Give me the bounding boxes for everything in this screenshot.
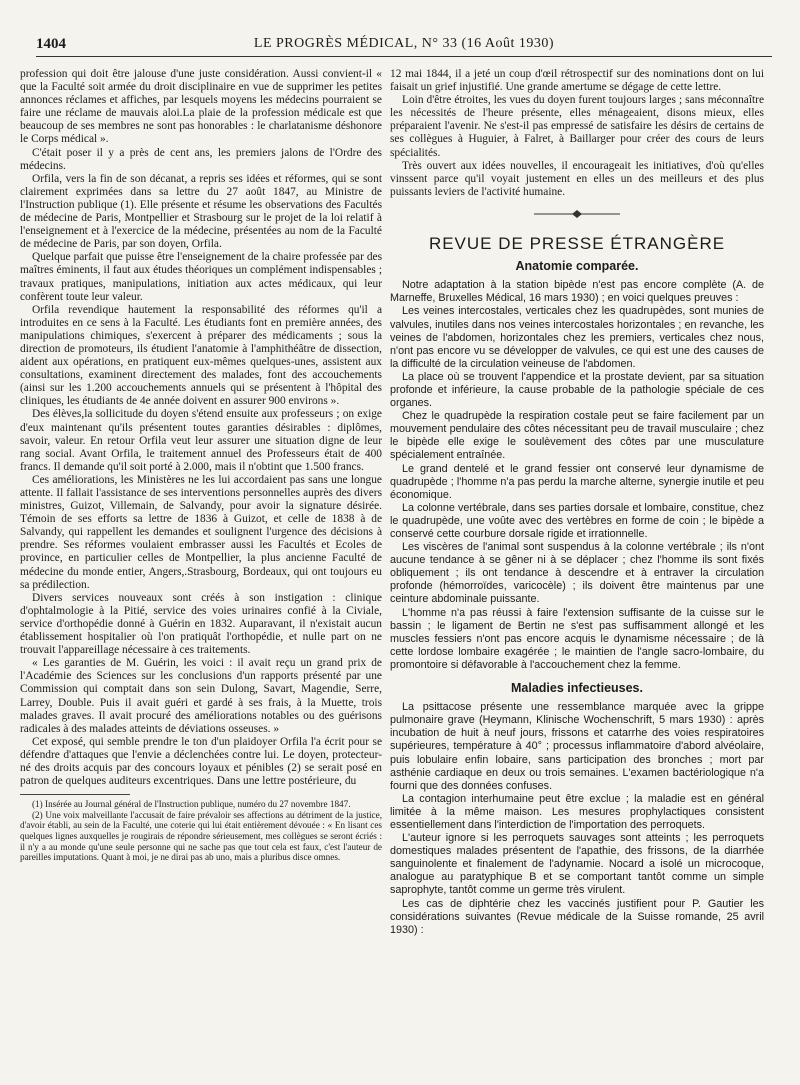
body-paragraph: Les viscères de l'animal sont suspendus à la colonne vertébrale ; ils n'ont aucune tendance à se gêner ni à se déplacer ; chez l'homme ils sont fixés obliquement ; ils ont tendance à descendre et à entraver la circulation profonde (hémorroïdes, varicocèle) ; ils doivent être maintenus par une ceinture abdominale puissante. <box>390 541 764 606</box>
footnote: (2) Une voix malveillante l'accusait de faire prévaloir ses affections au détriment de la justice, d'avoir établi, au sein de la Faculté, une coterie qui lui était entièrement dévouée : « En lisant ces quelques lignes auxquelles je rougirais de répondre sérieusement, mes collègues se seront écriés : il n'y a au monde qu'une seule personne qui ne sache pas que tout cela est faux, c'est l'auteur de pareilles imputations. Quant à moi, je ne dirai pas ab uno, mais a pluribus disce omnes. <box>20 809 382 863</box>
body-paragraph: Notre adaptation à la station bipède n'est pas encore complète (A. de Marneffe, Bruxelles Médical, 16 mars 1930) ; en voici quelques preuves : <box>390 279 764 305</box>
footnote: (1) Insérée au Journal général de l'Instruction publique, numéro du 27 novembre 1847. <box>32 799 351 810</box>
divider-ornament-icon <box>532 209 622 219</box>
right-column <box>390 68 764 937</box>
page-header <box>36 32 772 57</box>
body-paragraph: Loin d'être étroites, les vues du doyen furent toujours larges ; sans méconnaître les nécessités de l'heure présente, elles ménageaient, disons mieux, elles préparaient l'avenir. Ne s'est-il pas empressé de satisfaire les désirs de certains de ses collègues à Huguier, à Falret, à Baillarger pour créer des cours de leurs spécialités. <box>390 94 764 159</box>
body-paragraph: Le grand dentelé et le grand fessier ont conservé leur dynamisme de quadrupède ; l'homme n'a pas perdu la marche alterne, synergie inutile et peu économique. <box>390 462 764 501</box>
subsection-title: Anatomie comparée. <box>515 259 639 274</box>
body-paragraph: La place où se trouvent l'appendice et la prostate devient, par sa situation profonde et inférieure, la cause probable de la pathologie spéciale de ces organes. <box>390 370 764 410</box>
left-column <box>20 68 382 863</box>
body-paragraph: La contagion interhumaine peut être exclue ; la maladie est en général limitée à la même maison. Les mesures prophylactiques consistent essentiellement dans l'interdiction de l'importation des perroquets. <box>390 792 764 831</box>
body-paragraph: Quelque parfait que puisse être l'enseignement de la chaire professée par des maîtres éminents, il faut aux études théoriques un complément indispensables ; travaux pratiques, manipulations, initiation aux actes médicaux, qui leur confèrent toute leur valeur. <box>20 251 382 303</box>
page-number: 1404 <box>36 36 66 52</box>
body-paragraph: Chez le quadrupède la respiration costale peut se faire facilement par un mouvement pendulaire des côtes nécessitant peu de travail musculaire ; chez le bipède elle exige le soulèvement des côtes par une musculature spécialement entraînée. <box>390 410 764 462</box>
body-paragraph: Très ouvert aux idées nouvelles, il encourageait les initiatives, d'où qu'elles vinssent parce qu'il voyait justement en elles un des meilleurs et des plus puissants leviers de l'activité humaine. <box>390 159 764 198</box>
body-paragraph: « Les garanties de M. Guérin, les voici : il avait reçu un grand prix de l'Académie des Sciences sur les conclusions d'un rapports présenté par une Commission qui comptait dans son sein Dulong, Savart, Magendie, Serre, Larrey, Double. Puis il avait guéri et gardé à ses frais, à la Muette, trois malades graves. Il avait procuré des améliorations notables ou des guérisons radicales à des malades atteints de déviations osseuses. » <box>20 657 382 735</box>
body-paragraph: Les veines intercostales, verticales chez les quadrupèdes, sont munies de valvules, inutiles dans nos veines intercostales horizontales ; en revanche, les veines de l'abdomen, horizontales chez les premiers, verticales chez nous, n'ont pas encore vu se développer de valvules, ce qui est une des causes de la difficulté de la circulation veineuse de l'abdomen. <box>390 305 764 370</box>
body-paragraph: C'était poser il y a près de cent ans, les premiers jalons de l'Ordre des médecins. <box>20 146 382 172</box>
section-divider-ornament <box>390 209 764 223</box>
section-title: REVUE DE PRESSE ÉTRANGÈRE <box>428 234 726 254</box>
body-paragraph: Divers services nouveaux sont créés à son instigation : clinique d'ophtalmologie à la Pitié, service des voies urinaires confié à la Civiale, service d'orthopédie donné à Guérin en 1832. Auparavant, il n'existait aucun établissement hospitalier où l'on pratiquât l'orthopédie, et nulle part on ne trouvait l'appareillage nécessaire à ces traitements. <box>20 591 382 657</box>
body-paragraph: Orfila, vers la fin de son décanat, a repris ses idées et réformes, qui se sont clairement exprimées dans sa lettre du 27 août 1847, au Ministre de l'Instruction publique (1). Elle présente et résume les observations des Facultés de médecine de Paris, Montpellier et Strasbourg sur le projet de la loi relatif à l'enseignement et à l'exercice de la médecine, présentées au nom de la Faculté de médecine de Paris, par son doyen, Orfila. <box>20 172 382 251</box>
body-paragraph: L'auteur ignore si les perroquets sauvages sont atteints ; les perroquets domestiques malades présentent de l'apathie, des frissons, de la diarrhée sanguinolente et finalement de l'adynamie. Nocard a isolé un microcoque, analogue au paratyphique B et se comportant tantôt comme un simple saprophyte, tantôt comme un germe très virulent. <box>390 832 764 897</box>
footnote-rule <box>20 794 130 795</box>
body-paragraph: La colonne vertébrale, dans ses parties dorsale et lombaire, constitue, chez le quadrupède, une voûte avec des vertèbres en forme de coin ; le bipède a conservé cette courbure dorsale rigide et irrationnelle. <box>390 501 764 540</box>
body-paragraph: Des élèves,la sollicitude du doyen s'étend ensuite aux professeurs ; on exige d'eux maintenant qu'ils présentent toutes garanties désirables : diplômes, savoir, valeur. En retour Orfila veut leur assurer une situation digne de leur rang social. Avant Orfila, le traitement annuel des Professeurs était de 400 francs. Il demande qu'il soit porté à 2.000, mais il n'obtint que 1.500 francs. <box>20 408 382 473</box>
running-title: LE PROGRÈS MÉDICAL, N° 33 (16 Août 1930) <box>253 36 555 51</box>
body-paragraph: Ces améliorations, les Ministères ne les lui accordaient pas sans une longue attente. Il fallait l'assistance de ses interventions personnelles auprès des divers ministres, Guizot, Villemain, de Salvandy, pour avoir la signature désirée. Témoin de ses efforts sa lettre de 1836 à Guizot, et celle de 1838 à de Salvandy, qui rappellent les demandes et soulignent l'urgence des décisions à prendre. Ses réformes voulaient embrasser aussi les Facultés et Ecoles de province, en particulier celles de Montpellier, la plus ancienne Faculté de médecine du monde entier, Angers,.Strasbourg, Bordeaux, qui ont toujours eu sa prédilection. <box>20 473 382 591</box>
body-paragraph: profession qui doit être jalouse d'une juste considération. Aussi convient-il « que la Faculté soit armée du droit disciplinaire en vue de supprimer les petites annonces réclames et affiches, par lesquels moyens les médecins pourraient se faire une réclame de mauvais aloi.La plaie de la profession médicale est que beaucoup de ses membres ne sont pas honorables : le charlatanisme déshonore le Corps médical ». <box>20 68 382 146</box>
subsection-title: Maladies infectieuses. <box>510 681 643 696</box>
body-paragraph: Les cas de diphtérie chez les vaccinés justifient pour P. Gautier les considérations suivantes (Revue médicale de la Suisse romande, 25 avril 1930) : <box>390 897 764 936</box>
body-paragraph: La psittacose présente une ressemblance marquée avec la grippe pulmonaire grave (Heymann, Klinische Wochenschrift, 5 mars 1930) : après incubation de huit à neuf jours, frissons et catarrhe des voies respiratoires supérieures, température à 40° ; processus inflammatoire d'abord alvéolaire, puis lobulaire enfin lobaire, sans participation des bronches ; mort par asthénie cardiaque en deux ou trois semaines. L'examen bactériologique n'a fourni que des données confuses. <box>390 701 764 792</box>
body-paragraph: 12 mai 1844, il a jeté un coup d'œil rétrospectif sur des nominations dont on lui faisait un grief injustifié. Une grande amertume se dégage de cette lettre. <box>390 68 764 94</box>
body-paragraph: Orfila revendique hautement la responsabilité des réformes qu'il a introduites en ce sens à la Faculté. Les étudiants font en première années, des manipulations chimiques, s'exercent à préparer des médicaments ; sous la direction de promoteurs, ils étudient l'anatomie à l'amphithéâtre de dissection, aident aux opérations, en pratiquent eux-mêmes quelques-unes, assistent aux consultations, examinent directement des malades, font des accouchements (ainsi sur les 1.200 accouchements annuels qui se présentent à l'hôpital des cliniques, les étudiants de 4e année doivent en assurer 900 environs ». <box>20 303 382 408</box>
body-paragraph: Cet exposé, qui semble prendre le ton d'un plaidoyer Orfila l'a écrit pour se défendre d'attaques que l'envie a déclenchées contre lui. Le doyen, protecteur-né des droits acquis par des concours loyaux et pénibles (2) se serait posé en patron de quelques auditeurs excentriques. Dans une lettre postérieure, du <box>20 735 382 788</box>
body-paragraph: L'homme n'a pas réussi à faire l'extension suffisante de la cuisse sur le bassin ; le ligament de Bertin ne s'est pas suffisamment allongé et les muscles fessiers n'ont pas encore acquis le dynamisme nécessaire ; de là cette lordose lombaire exagérée ; le maintien de l'angle sacro-lombaire, du promontoire si défavorable à l'accouchement chez la femme. <box>390 606 764 671</box>
